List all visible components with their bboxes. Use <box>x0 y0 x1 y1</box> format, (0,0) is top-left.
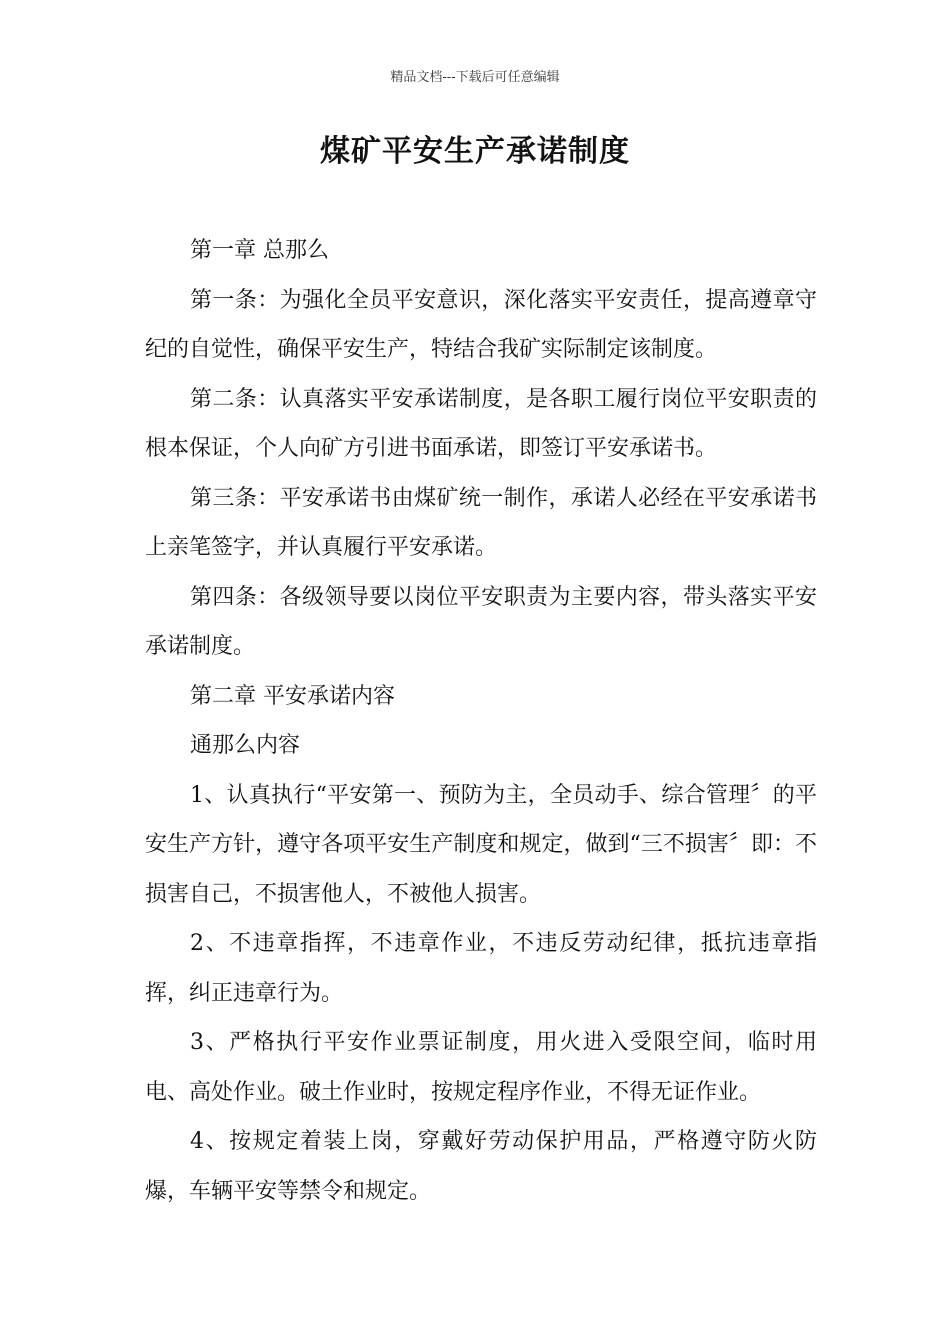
page-header: 精品文档---下载后可任意编辑 <box>390 70 560 85</box>
article-paragraph: 第三条：平安承诺书由煤矿统一制作，承诺人必经在平安承诺书上亲笔签字，并认真履行平安承诺。 <box>145 485 817 560</box>
list-item: 1、认真执行“平安第一、预防为主，全员动手、综合管理〞的平安生产方针，遵守各项平安生产制度和规定，做到“三不损害〞即：不损害自己，不损害他人，不被他人损害。 <box>145 782 817 907</box>
list-item: 2、不违章指挥，不违章作业，不违反劳动纪律，抵抗违章指挥，纠正违章行为。 <box>145 931 817 1006</box>
chapter-heading: 第一章 总那么 <box>190 238 329 263</box>
document-title: 煤矿平安生产承诺制度 <box>320 134 630 169</box>
article-paragraph: 第四条：各级领导要以岗位平安职责为主要内容，带头落实平安承诺制度。 <box>145 584 817 659</box>
chapter-heading: 第二章 平安承诺内容 <box>190 683 395 709</box>
article-paragraph: 第一条：为强化全员平安意识，深化落实平安责任，提高遵章守纪的自觉性，确保平安生产，特结合我矿实际制定该制度。 <box>145 287 817 362</box>
list-item: 3、严格执行平安作业票证制度，用火进入受限空间，临时用电、高处作业。破土作业时，按规定程序作业，不得无证作业。 <box>145 1030 817 1105</box>
document-body <box>145 226 817 1216</box>
section-heading: 通那么内容 <box>190 733 301 758</box>
list-item: 4、按规定着装上岗，穿戴好劳动保护用品，严格遵守防火防爆，车辆平安等禁令和规定。 <box>145 1129 817 1204</box>
article-paragraph: 第二条：认真落实平安承诺制度，是各职工履行岗位平安职责的根本保证，个人向矿方引进书面承诺，即签订平安承诺书。 <box>145 386 817 461</box>
